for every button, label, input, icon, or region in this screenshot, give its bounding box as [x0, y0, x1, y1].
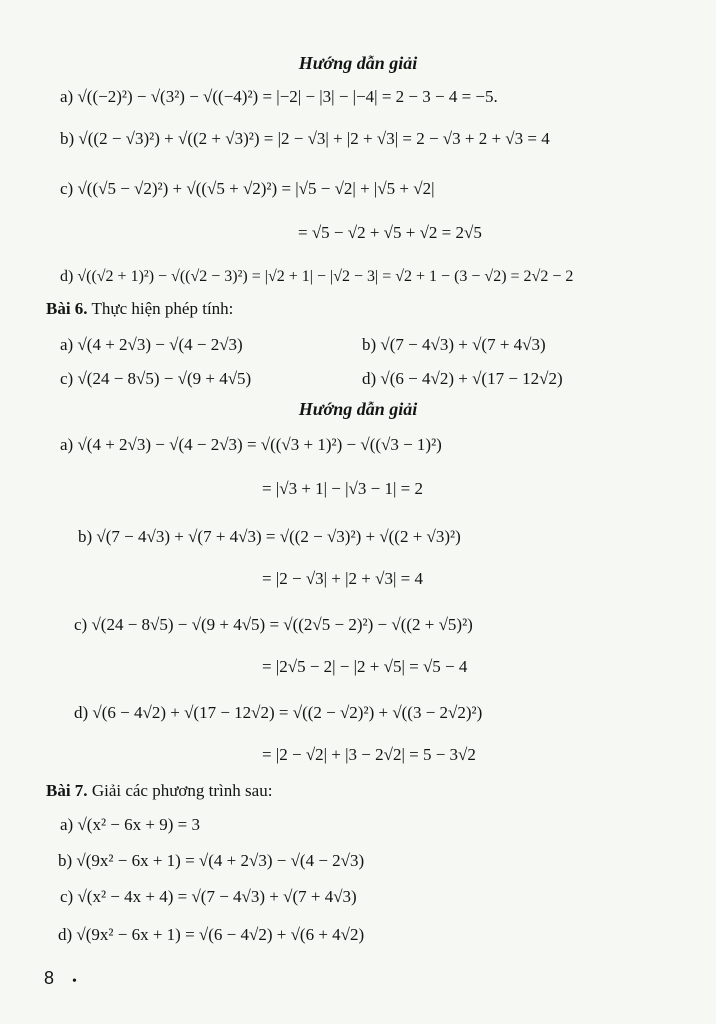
problem — [60, 368, 251, 390]
math-expression: √((2 − √3)²) + √((2 + √3)²) = |2 − √3| + |2 + √3| = 2 − √3 + 2 + √3 = 4 — [78, 129, 550, 148]
item-label: d) — [58, 925, 73, 944]
math-expression: √((−2)²) − √(3²) − √((−4)²) = |−2| − |3| − |−4| = 2 − 3 − 4 = −5. — [77, 87, 498, 106]
item-label: c) — [60, 179, 74, 198]
item-label: a) — [60, 435, 74, 454]
math-expression: √(6 − 4√2) + √(17 − 12√2) — [380, 369, 563, 388]
problem — [58, 924, 364, 946]
item-label: b) — [58, 851, 73, 870]
solution-line — [60, 86, 498, 108]
math-expression: √(x² − 4x + 4) = √(7 − 4√3) + √(7 + 4√3) — [77, 887, 357, 906]
solution-line — [262, 568, 423, 590]
math-expression: √((√5 − √2)²) + √((√5 + √2)²) = |√5 − √2| + |√5 + √2| — [77, 179, 435, 198]
exercise-instruction: Giải các phương trình sau: — [91, 781, 273, 800]
solution-line — [262, 656, 467, 678]
section-heading: Hướng dẫn giải — [298, 53, 418, 73]
page-number: 8 — [44, 968, 55, 988]
math-expression: √(4 + 2√3) − √(4 − 2√3) — [77, 335, 243, 354]
item-label: a) — [60, 335, 74, 354]
solution-line — [262, 744, 476, 766]
math-expression: √(9x² − 6x + 1) = √(6 − 4√2) + √(6 + 4√2) — [76, 925, 365, 944]
problem — [60, 334, 243, 356]
math-expression: √(9x² − 6x + 1) = √(4 + 2√3) − √(4 − 2√3) — [76, 851, 365, 870]
math-expression: = |√3 + 1| − |√3 − 1| = 2 — [262, 479, 423, 498]
problem — [60, 814, 200, 836]
item-label: b) — [78, 527, 93, 546]
problem — [362, 368, 563, 390]
math-expression: √(7 − 4√3) + √(7 + 4√3) — [380, 335, 546, 354]
decorative-dot: • — [72, 974, 77, 989]
item-label: b) — [362, 335, 377, 354]
item-label: a) — [60, 815, 74, 834]
problem — [58, 850, 364, 872]
exercise-instruction: Thực hiện phép tính: — [91, 299, 234, 318]
exercise-heading — [46, 298, 233, 320]
solution-line — [60, 128, 550, 150]
solution-line — [74, 614, 473, 636]
math-expression: = |2 − √2| + |3 − 2√2| = 5 − 3√2 — [262, 745, 476, 764]
math-expression: √(x² − 6x + 9) = 3 — [77, 815, 200, 834]
solution-line — [262, 478, 423, 500]
math-expression: √(6 − 4√2) + √(17 − 12√2) = √((2 − √2)²) + √((3 − 2√2)²) — [92, 703, 483, 722]
exercise-number: Bài 7. — [46, 781, 88, 800]
math-expression: = |2 − √3| + |2 + √3| = 4 — [262, 569, 423, 588]
item-label: c) — [60, 887, 74, 906]
math-expression: √(4 + 2√3) − √(4 − 2√3) = √((√3 + 1)²) − √((√3 − 1)²) — [77, 435, 442, 454]
math-expression: = |2√5 − 2| − |2 + √5| = √5 − 4 — [262, 657, 468, 676]
solution-line — [74, 702, 482, 724]
section-heading: Hướng dẫn giải — [298, 399, 418, 419]
exercise-heading — [46, 780, 272, 802]
exercise-number: Bài 6. — [46, 299, 88, 318]
item-label: d) — [74, 703, 89, 722]
problem — [362, 334, 546, 356]
solution-line — [298, 222, 482, 244]
math-expression: √(24 − 8√5) − √(9 + 4√5) = √((2√5 − 2)²) − √((2 + √5)²) — [91, 615, 473, 634]
item-label: d) — [60, 268, 74, 285]
item-label: c) — [74, 615, 88, 634]
problem — [60, 886, 357, 908]
item-label: b) — [60, 129, 75, 148]
solution-line — [78, 526, 461, 548]
item-label: a) — [60, 87, 74, 106]
math-expression: √(24 − 8√5) − √(9 + 4√5) — [77, 369, 252, 388]
math-expression: √(7 − 4√3) + √(7 + 4√3) = √((2 − √3)²) + √((2 + √3)²) — [96, 527, 461, 546]
solution-line — [60, 266, 573, 288]
item-label: c) — [60, 369, 74, 388]
solution-line — [60, 178, 434, 200]
solution-line — [60, 434, 442, 456]
math-expression: √((√2 + 1)²) − √((√2 − 3)²) = |√2 + 1| − |√2 − 3| = √2 + 1 − (3 − √2) = 2√2 − 2 — [77, 268, 574, 285]
item-label: d) — [362, 369, 377, 388]
math-expression: = √5 − √2 + √5 + √2 = 2√5 — [298, 223, 482, 242]
